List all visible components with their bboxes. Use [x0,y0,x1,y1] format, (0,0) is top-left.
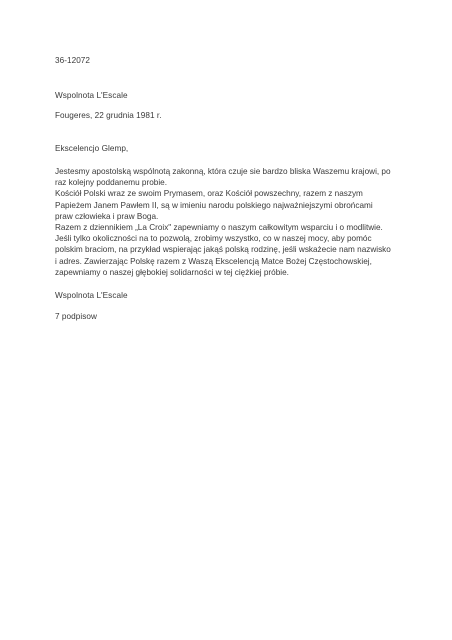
body-line: Papieżem Janem Pawłem II, są w imieniu narodu polskiego najważniejszymi obrońcami [55,200,373,210]
place-date: Fougeres, 22 grudnia 1981 r. [55,111,162,120]
body-line: Kościół Polski wraz ze swoim Prymasem, oraz Kościół powszechny, razem z naszym [55,189,363,199]
body-line: zapewniamy o naszej głębokiej solidarności w tej ciężkiej próbie. [55,267,289,277]
body-line: raz kolejny poddanemu probie. [55,178,167,188]
closing-signature: Wspolnota L'Escale [55,291,128,300]
body-line: i adres. Zawierzając Polskę razem z Waszą Ekscelencją Matce Bożej Częstochowskiej, [55,256,372,266]
body-line: Jeśli tylko okoliczności na to pozwolą, zrobimy wszystko, co w naszej mocy, aby pomóc [55,234,372,244]
sender-name: Wspolnota L'Escale [55,91,128,100]
body-line: polskim braciom, na przykład wspierając jakąś polską rodzinę, jeśli wskażecie nam nazwisko [55,245,391,255]
body-line: Jestesmy apostolską wspólnotą zakonną, która czuje sie bardzo bliska Waszemu krajowi, po [55,167,391,176]
body-line: Razem z dziennikiem „La Croix" zapewniamy o naszym całkowitym wsparciu i o modlitwie. [55,223,383,233]
letter-body [55,166,415,278]
salutation: Ekscelencjo Glemp, [55,144,129,153]
reference-number: 36-12072 [55,56,91,65]
signature-count: 7 podpisow [55,312,97,321]
body-line: praw człowieka i praw Boga. [55,211,159,221]
